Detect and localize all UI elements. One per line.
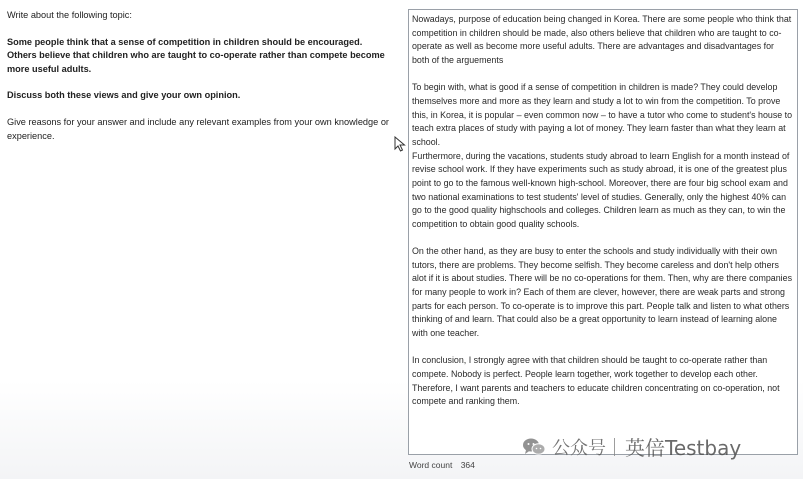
watermark [522,432,741,461]
answer-paragraph-2: To begin with, what is good if a sense of competition in children is made? They could develop themselves more and more as they learn and study a lot to win from the competition. To prove this, in Korea, it is popular – even common now – to have a tutor who come to student's house to teach extra places of study with paying a lot of money. They learn faster than what they learn at school. [412,82,793,147]
answer-text-area[interactable] [408,9,798,455]
question-instructions: Give reasons for your answer and include any relevant examples from your own knowledge or experience. [7,116,389,141]
question-intro: Write about the following topic: [7,10,132,20]
answer-paragraph-3: Furthermore, during the vacations, students study abroad to learn English for a month instead of revise school work. If they have experiments such as study abroad, it is one of the greatest plus point to go to the famous well-known high-school. Moreover, there are four big school exam and two national examinations to test students' level of studies. Generally, only the highest 40% can go to the good quality highschools and colleges. Children learn as much as they can, to win the competition to obtain good quality schools. [412,150,790,229]
word-count [409,460,475,470]
watermark-brand: 英倍Testbay [625,436,742,460]
word-count-label: Word count [409,460,453,470]
question-task: Discuss both these views and give your own opinion. [7,90,241,101]
wechat-icon [522,437,546,457]
answer-paragraph-4: On the other hand, as they are busy to enter the schools and study individually with their own tutors, there are problems. They become selfish. They become careless and don't help others alot if it is about studies. There will be no co-operations for them. Then, why are there companies for many people to work in? Each of them are clever, however, there are weak parts and strong parts for each person. To co-operate is to improve this part. People talk and listen to what others thinking of and learn. That could also be a great opportunity to learn instead of learning alone with one teacher. [412,246,793,339]
answer-paragraph-5: In conclusion, I strongly agree with that children should be taught to co-operate rather than compete. Nobody is perfect. People learn together, work together to develop each other. Therefore, I want parents and teachers to educate children concentrating on co-operation, not compete and ranking them. [412,355,780,407]
watermark-channel: 公众号 [552,437,606,459]
watermark-divider [614,438,615,456]
question-panel [7,9,392,143]
word-count-value: 364 [460,460,475,470]
question-prompt: Some people think that a sense of competition in children should be encouraged. Others believe that children who are taught to co-operate rather than compete become more useful adults. [7,36,385,74]
mouse-pointer-icon [394,136,406,152]
answer-paragraph-1: Nowadays, purpose of education being changed in Korea. There are some people who think that competition in children should be made, also others believe that children who are taught to co-operate as well as become more useful adults. There are advantages and disadvantages for both of the arguements [412,14,792,65]
